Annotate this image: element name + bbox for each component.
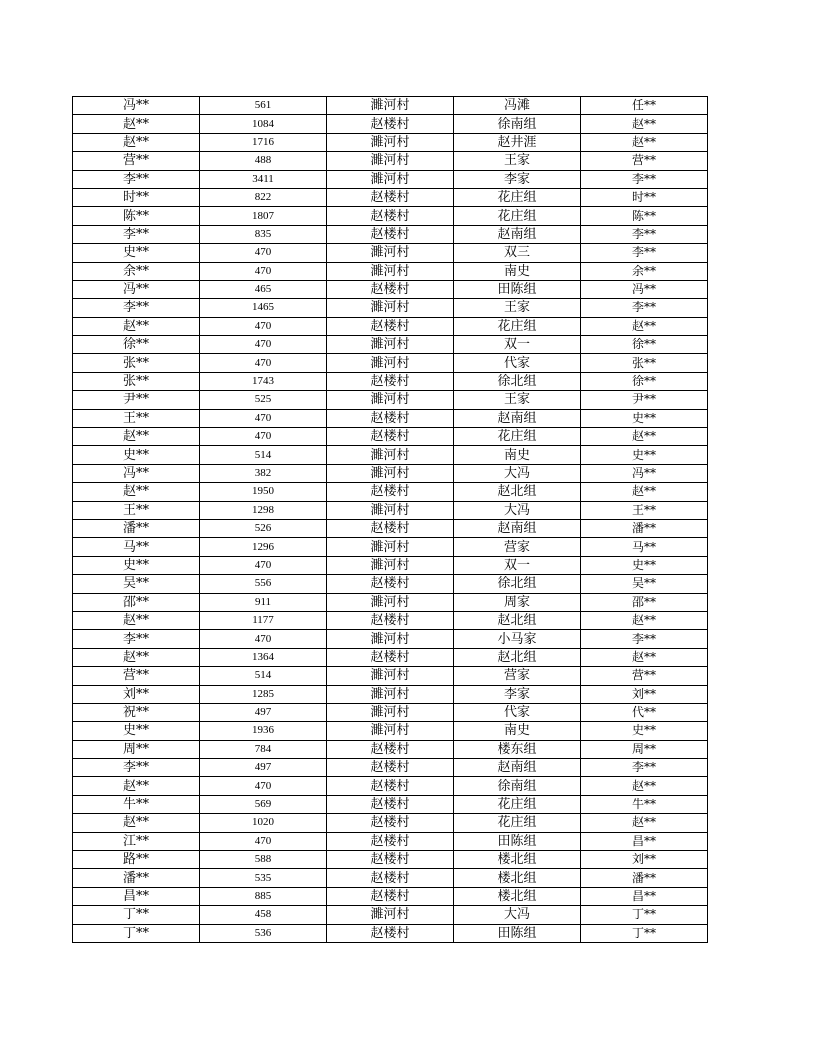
payee-cell: 史** bbox=[581, 556, 708, 574]
village-cell: 赵楼村 bbox=[327, 372, 454, 390]
payee-cell: 刘** bbox=[581, 685, 708, 703]
payee-cell: 李** bbox=[581, 244, 708, 262]
amount-cell: 1177 bbox=[200, 611, 327, 629]
village-cell: 濉河村 bbox=[327, 685, 454, 703]
group-cell: 大冯 bbox=[454, 501, 581, 519]
amount-cell: 470 bbox=[200, 317, 327, 335]
group-cell: 田陈组 bbox=[454, 924, 581, 942]
group-cell: 赵北组 bbox=[454, 611, 581, 629]
amount-cell: 514 bbox=[200, 446, 327, 464]
table-row bbox=[73, 519, 708, 537]
village-cell: 赵楼村 bbox=[327, 225, 454, 243]
name-cell: 冯** bbox=[73, 464, 200, 482]
group-cell: 花庄组 bbox=[454, 188, 581, 206]
group-cell: 楼东组 bbox=[454, 740, 581, 758]
amount-cell: 588 bbox=[200, 851, 327, 869]
group-cell: 徐南组 bbox=[454, 115, 581, 133]
payee-cell: 赵** bbox=[581, 648, 708, 666]
payee-cell: 赵** bbox=[581, 133, 708, 151]
name-cell: 徐** bbox=[73, 336, 200, 354]
village-cell: 濉河村 bbox=[327, 152, 454, 170]
table-row bbox=[73, 336, 708, 354]
payee-cell: 马** bbox=[581, 538, 708, 556]
payee-cell: 徐** bbox=[581, 336, 708, 354]
name-cell: 路** bbox=[73, 851, 200, 869]
payee-cell: 赵** bbox=[581, 611, 708, 629]
village-cell: 赵楼村 bbox=[327, 115, 454, 133]
name-cell: 赵** bbox=[73, 483, 200, 501]
amount-cell: 885 bbox=[200, 887, 327, 905]
name-cell: 祝** bbox=[73, 703, 200, 721]
group-cell: 王家 bbox=[454, 299, 581, 317]
table-row bbox=[73, 869, 708, 887]
group-cell: 小马家 bbox=[454, 630, 581, 648]
table-row bbox=[73, 851, 708, 869]
payee-cell: 代** bbox=[581, 703, 708, 721]
group-cell: 王家 bbox=[454, 391, 581, 409]
village-cell: 濉河村 bbox=[327, 446, 454, 464]
village-cell: 濉河村 bbox=[327, 906, 454, 924]
village-cell: 濉河村 bbox=[327, 391, 454, 409]
group-cell: 田陈组 bbox=[454, 832, 581, 850]
group-cell: 营家 bbox=[454, 538, 581, 556]
payee-cell: 李** bbox=[581, 225, 708, 243]
amount-cell: 1084 bbox=[200, 115, 327, 133]
payee-cell: 牛** bbox=[581, 795, 708, 813]
payee-cell: 任** bbox=[581, 97, 708, 115]
name-cell: 王** bbox=[73, 409, 200, 427]
name-cell: 李** bbox=[73, 630, 200, 648]
group-cell: 李家 bbox=[454, 170, 581, 188]
payee-cell: 潘** bbox=[581, 519, 708, 537]
payee-cell: 时** bbox=[581, 188, 708, 206]
amount-cell: 525 bbox=[200, 391, 327, 409]
group-cell: 花庄组 bbox=[454, 317, 581, 335]
amount-cell: 835 bbox=[200, 225, 327, 243]
group-cell: 南史 bbox=[454, 262, 581, 280]
name-cell: 张** bbox=[73, 354, 200, 372]
group-cell: 大冯 bbox=[454, 906, 581, 924]
village-cell: 濉河村 bbox=[327, 299, 454, 317]
amount-cell: 1465 bbox=[200, 299, 327, 317]
group-cell: 徐北组 bbox=[454, 575, 581, 593]
table-row bbox=[73, 262, 708, 280]
group-cell: 双一 bbox=[454, 336, 581, 354]
payee-cell: 邵** bbox=[581, 593, 708, 611]
name-cell: 马** bbox=[73, 538, 200, 556]
table-row bbox=[73, 97, 708, 115]
payee-cell: 王** bbox=[581, 501, 708, 519]
village-cell: 赵楼村 bbox=[327, 428, 454, 446]
payee-cell: 李** bbox=[581, 170, 708, 188]
payee-cell: 赵** bbox=[581, 483, 708, 501]
name-cell: 赵** bbox=[73, 133, 200, 151]
name-cell: 时** bbox=[73, 188, 200, 206]
payee-cell: 李** bbox=[581, 759, 708, 777]
table-row bbox=[73, 556, 708, 574]
amount-cell: 1807 bbox=[200, 207, 327, 225]
group-cell: 花庄组 bbox=[454, 428, 581, 446]
village-cell: 赵楼村 bbox=[327, 759, 454, 777]
table-row bbox=[73, 759, 708, 777]
table-row bbox=[73, 464, 708, 482]
name-cell: 邵** bbox=[73, 593, 200, 611]
village-cell: 濉河村 bbox=[327, 703, 454, 721]
village-cell: 赵楼村 bbox=[327, 740, 454, 758]
group-cell: 徐南组 bbox=[454, 777, 581, 795]
payee-cell: 陈** bbox=[581, 207, 708, 225]
amount-cell: 514 bbox=[200, 667, 327, 685]
table-row bbox=[73, 244, 708, 262]
payee-cell: 史** bbox=[581, 722, 708, 740]
name-cell: 李** bbox=[73, 170, 200, 188]
amount-cell: 458 bbox=[200, 906, 327, 924]
village-cell: 濉河村 bbox=[327, 722, 454, 740]
village-cell: 濉河村 bbox=[327, 133, 454, 151]
group-cell: 楼北组 bbox=[454, 887, 581, 905]
name-cell: 王** bbox=[73, 501, 200, 519]
payee-cell: 刘** bbox=[581, 851, 708, 869]
group-cell: 赵南组 bbox=[454, 759, 581, 777]
table-row bbox=[73, 667, 708, 685]
group-cell: 赵南组 bbox=[454, 409, 581, 427]
name-cell: 余** bbox=[73, 262, 200, 280]
table-row bbox=[73, 446, 708, 464]
table-row bbox=[73, 630, 708, 648]
table-row bbox=[73, 538, 708, 556]
amount-cell: 561 bbox=[200, 97, 327, 115]
village-cell: 濉河村 bbox=[327, 170, 454, 188]
group-cell: 南史 bbox=[454, 446, 581, 464]
group-cell: 南史 bbox=[454, 722, 581, 740]
table-row bbox=[73, 703, 708, 721]
amount-cell: 470 bbox=[200, 354, 327, 372]
payee-cell: 余** bbox=[581, 262, 708, 280]
table-row bbox=[73, 133, 708, 151]
name-cell: 史** bbox=[73, 722, 200, 740]
amount-cell: 465 bbox=[200, 280, 327, 298]
name-cell: 丁** bbox=[73, 924, 200, 942]
name-cell: 赵** bbox=[73, 428, 200, 446]
name-cell: 赵** bbox=[73, 317, 200, 335]
amount-cell: 1716 bbox=[200, 133, 327, 151]
village-cell: 赵楼村 bbox=[327, 207, 454, 225]
group-cell: 赵北组 bbox=[454, 648, 581, 666]
name-cell: 潘** bbox=[73, 519, 200, 537]
table-row bbox=[73, 906, 708, 924]
group-cell: 王家 bbox=[454, 152, 581, 170]
village-cell: 赵楼村 bbox=[327, 280, 454, 298]
village-cell: 赵楼村 bbox=[327, 869, 454, 887]
village-cell: 濉河村 bbox=[327, 556, 454, 574]
amount-cell: 1296 bbox=[200, 538, 327, 556]
payee-cell: 营** bbox=[581, 152, 708, 170]
group-cell: 楼北组 bbox=[454, 851, 581, 869]
name-cell: 史** bbox=[73, 244, 200, 262]
amount-cell: 1285 bbox=[200, 685, 327, 703]
payee-cell: 昌** bbox=[581, 832, 708, 850]
name-cell: 赵** bbox=[73, 814, 200, 832]
village-cell: 濉河村 bbox=[327, 354, 454, 372]
name-cell: 昌** bbox=[73, 887, 200, 905]
group-cell: 代家 bbox=[454, 354, 581, 372]
name-cell: 江** bbox=[73, 832, 200, 850]
payee-cell: 潘** bbox=[581, 869, 708, 887]
roster-table-body bbox=[73, 97, 708, 943]
group-cell: 大冯 bbox=[454, 464, 581, 482]
table-row bbox=[73, 299, 708, 317]
payee-cell: 张** bbox=[581, 354, 708, 372]
table-row bbox=[73, 648, 708, 666]
table-row bbox=[73, 428, 708, 446]
name-cell: 赵** bbox=[73, 611, 200, 629]
village-cell: 濉河村 bbox=[327, 501, 454, 519]
table-row bbox=[73, 207, 708, 225]
amount-cell: 470 bbox=[200, 409, 327, 427]
village-cell: 濉河村 bbox=[327, 630, 454, 648]
name-cell: 冯** bbox=[73, 97, 200, 115]
amount-cell: 911 bbox=[200, 593, 327, 611]
village-cell: 赵楼村 bbox=[327, 648, 454, 666]
payee-cell: 史** bbox=[581, 409, 708, 427]
name-cell: 陈** bbox=[73, 207, 200, 225]
payee-cell: 赵** bbox=[581, 317, 708, 335]
amount-cell: 1364 bbox=[200, 648, 327, 666]
amount-cell: 470 bbox=[200, 428, 327, 446]
amount-cell: 1950 bbox=[200, 483, 327, 501]
table-row bbox=[73, 354, 708, 372]
village-cell: 赵楼村 bbox=[327, 483, 454, 501]
name-cell: 张** bbox=[73, 372, 200, 390]
village-cell: 濉河村 bbox=[327, 244, 454, 262]
name-cell: 丁** bbox=[73, 906, 200, 924]
table-row bbox=[73, 317, 708, 335]
table-row bbox=[73, 887, 708, 905]
village-cell: 濉河村 bbox=[327, 538, 454, 556]
payee-cell: 史** bbox=[581, 446, 708, 464]
group-cell: 楼北组 bbox=[454, 869, 581, 887]
amount-cell: 1936 bbox=[200, 722, 327, 740]
group-cell: 赵南组 bbox=[454, 519, 581, 537]
table-row bbox=[73, 814, 708, 832]
name-cell: 牛** bbox=[73, 795, 200, 813]
village-cell: 赵楼村 bbox=[327, 409, 454, 427]
table-row bbox=[73, 611, 708, 629]
amount-cell: 1743 bbox=[200, 372, 327, 390]
amount-cell: 470 bbox=[200, 630, 327, 648]
payee-cell: 徐** bbox=[581, 372, 708, 390]
amount-cell: 526 bbox=[200, 519, 327, 537]
village-cell: 赵楼村 bbox=[327, 317, 454, 335]
table-row bbox=[73, 280, 708, 298]
name-cell: 营** bbox=[73, 667, 200, 685]
payee-cell: 冯** bbox=[581, 464, 708, 482]
name-cell: 冯** bbox=[73, 280, 200, 298]
amount-cell: 470 bbox=[200, 832, 327, 850]
name-cell: 赵** bbox=[73, 115, 200, 133]
payee-cell: 冯** bbox=[581, 280, 708, 298]
table-row bbox=[73, 740, 708, 758]
table-row bbox=[73, 170, 708, 188]
table-row bbox=[73, 225, 708, 243]
group-cell: 花庄组 bbox=[454, 795, 581, 813]
name-cell: 周** bbox=[73, 740, 200, 758]
amount-cell: 470 bbox=[200, 777, 327, 795]
amount-cell: 470 bbox=[200, 336, 327, 354]
village-cell: 濉河村 bbox=[327, 667, 454, 685]
name-cell: 吴** bbox=[73, 575, 200, 593]
village-cell: 赵楼村 bbox=[327, 887, 454, 905]
table-row bbox=[73, 924, 708, 942]
group-cell: 双一 bbox=[454, 556, 581, 574]
group-cell: 赵井涯 bbox=[454, 133, 581, 151]
village-cell: 赵楼村 bbox=[327, 777, 454, 795]
village-cell: 濉河村 bbox=[327, 336, 454, 354]
payee-cell: 营** bbox=[581, 667, 708, 685]
name-cell: 赵** bbox=[73, 777, 200, 795]
village-cell: 濉河村 bbox=[327, 262, 454, 280]
group-cell: 营家 bbox=[454, 667, 581, 685]
payee-cell: 丁** bbox=[581, 924, 708, 942]
amount-cell: 569 bbox=[200, 795, 327, 813]
amount-cell: 497 bbox=[200, 759, 327, 777]
village-cell: 赵楼村 bbox=[327, 924, 454, 942]
name-cell: 潘** bbox=[73, 869, 200, 887]
amount-cell: 1298 bbox=[200, 501, 327, 519]
table-row bbox=[73, 575, 708, 593]
amount-cell: 784 bbox=[200, 740, 327, 758]
table-row bbox=[73, 372, 708, 390]
payee-cell: 赵** bbox=[581, 428, 708, 446]
amount-cell: 470 bbox=[200, 262, 327, 280]
payee-cell: 李** bbox=[581, 299, 708, 317]
table-row bbox=[73, 409, 708, 427]
table-row bbox=[73, 188, 708, 206]
roster-table bbox=[72, 96, 708, 943]
group-cell: 徐北组 bbox=[454, 372, 581, 390]
amount-cell: 470 bbox=[200, 556, 327, 574]
payee-cell: 尹** bbox=[581, 391, 708, 409]
payee-cell: 赵** bbox=[581, 777, 708, 795]
name-cell: 刘** bbox=[73, 685, 200, 703]
payee-cell: 赵** bbox=[581, 814, 708, 832]
table-row bbox=[73, 722, 708, 740]
group-cell: 周家 bbox=[454, 593, 581, 611]
village-cell: 赵楼村 bbox=[327, 851, 454, 869]
village-cell: 赵楼村 bbox=[327, 795, 454, 813]
name-cell: 史** bbox=[73, 446, 200, 464]
payee-cell: 昌** bbox=[581, 887, 708, 905]
village-cell: 赵楼村 bbox=[327, 188, 454, 206]
payee-cell: 周** bbox=[581, 740, 708, 758]
amount-cell: 497 bbox=[200, 703, 327, 721]
table-row bbox=[73, 152, 708, 170]
table-row bbox=[73, 777, 708, 795]
amount-cell: 488 bbox=[200, 152, 327, 170]
name-cell: 史** bbox=[73, 556, 200, 574]
amount-cell: 382 bbox=[200, 464, 327, 482]
village-cell: 赵楼村 bbox=[327, 611, 454, 629]
village-cell: 濉河村 bbox=[327, 464, 454, 482]
village-cell: 赵楼村 bbox=[327, 575, 454, 593]
name-cell: 赵** bbox=[73, 648, 200, 666]
payee-cell: 李** bbox=[581, 630, 708, 648]
group-cell: 花庄组 bbox=[454, 814, 581, 832]
table-row bbox=[73, 795, 708, 813]
village-cell: 濉河村 bbox=[327, 97, 454, 115]
name-cell: 李** bbox=[73, 299, 200, 317]
amount-cell: 535 bbox=[200, 869, 327, 887]
payee-cell: 丁** bbox=[581, 906, 708, 924]
village-cell: 赵楼村 bbox=[327, 814, 454, 832]
payee-cell: 吴** bbox=[581, 575, 708, 593]
group-cell: 李家 bbox=[454, 685, 581, 703]
amount-cell: 3411 bbox=[200, 170, 327, 188]
amount-cell: 822 bbox=[200, 188, 327, 206]
table-row bbox=[73, 501, 708, 519]
table-row bbox=[73, 115, 708, 133]
group-cell: 田陈组 bbox=[454, 280, 581, 298]
name-cell: 李** bbox=[73, 759, 200, 777]
group-cell: 代家 bbox=[454, 703, 581, 721]
name-cell: 尹** bbox=[73, 391, 200, 409]
amount-cell: 470 bbox=[200, 244, 327, 262]
table-row bbox=[73, 832, 708, 850]
table-row bbox=[73, 685, 708, 703]
amount-cell: 556 bbox=[200, 575, 327, 593]
group-cell: 赵南组 bbox=[454, 225, 581, 243]
village-cell: 濉河村 bbox=[327, 593, 454, 611]
name-cell: 营** bbox=[73, 152, 200, 170]
table-row bbox=[73, 391, 708, 409]
payee-cell: 赵** bbox=[581, 115, 708, 133]
table-row bbox=[73, 483, 708, 501]
amount-cell: 1020 bbox=[200, 814, 327, 832]
group-cell: 花庄组 bbox=[454, 207, 581, 225]
table-row bbox=[73, 593, 708, 611]
amount-cell: 536 bbox=[200, 924, 327, 942]
village-cell: 赵楼村 bbox=[327, 519, 454, 537]
village-cell: 赵楼村 bbox=[327, 832, 454, 850]
group-cell: 赵北组 bbox=[454, 483, 581, 501]
name-cell: 李** bbox=[73, 225, 200, 243]
group-cell: 双三 bbox=[454, 244, 581, 262]
group-cell: 冯滩 bbox=[454, 97, 581, 115]
